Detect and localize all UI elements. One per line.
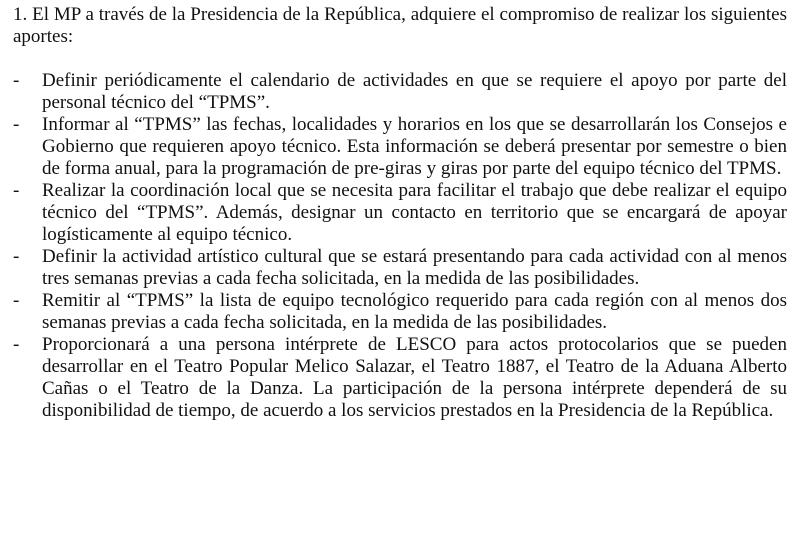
- list-item: [13, 114, 787, 180]
- list-item-text: Definir periódicamente el calendario de actividades en que se requiere el apoyo por parte del personal técnico del “TPMS”.: [42, 70, 787, 113]
- bullet-dash: -: [13, 334, 20, 355]
- list-item: [13, 180, 787, 246]
- list-item-text: Proporcionará a una persona intérprete de LESCO para actos protocolarios que se pueden desarrollar en el Teatro Popular Melico Salazar, el Teatro 1887, el Teatro de la Aduana Alberto Cañas o el Teatro de la Danza. La participación de la persona intérprete dependerá de su disponibilidad de tiempo, de acuerdo a los servicios prestados en la Presidencia de la República.: [42, 334, 787, 421]
- list-item: [13, 290, 787, 334]
- bullet-dash: -: [13, 246, 20, 267]
- bullet-dash: -: [13, 180, 20, 201]
- list-item-text: Remitir al “TPMS” la lista de equipo tecnológico requerido para cada región con al menos dos semanas previas a cada fecha solicitada, en la medida de las posibilidades.: [42, 290, 787, 333]
- bullet-dash: -: [13, 114, 20, 135]
- bullet-dash: -: [13, 290, 20, 311]
- list-item-text: Definir la actividad artístico cultural que se estará presentando para cada actividad con al menos tres semanas previas a cada fecha solicitada, en la medida de las posibilidades.: [42, 246, 787, 289]
- paragraph-spacer: [13, 48, 787, 70]
- list-item-text: Informar al “TPMS” las fechas, localidades y horarios en los que se desarrollarán los Consejos e Gobierno que requieren apoyo técnico. Esta información se deberá presentar por semestre o bien de forma anual, para la programación de pre-giras y giras por parte del equipo técnico del TPMS.: [42, 114, 787, 179]
- list-item: [13, 246, 787, 290]
- bullet-dash: -: [13, 70, 20, 91]
- intro-paragraph: 1. El MP a través de la Presidencia de la República, adquiere el compromiso de realizar los siguientes aportes:: [13, 4, 787, 47]
- list-item-text: Realizar la coordinación local que se necesita para facilitar el trabajo que debe realizar el equipo técnico del “TPMS”. Además, designar un contacto en territorio que se encargará de apoyar logísticamente al equipo técnico.: [42, 180, 787, 245]
- commitment-list: [13, 70, 787, 422]
- list-item: [13, 334, 787, 422]
- list-item: [13, 70, 787, 114]
